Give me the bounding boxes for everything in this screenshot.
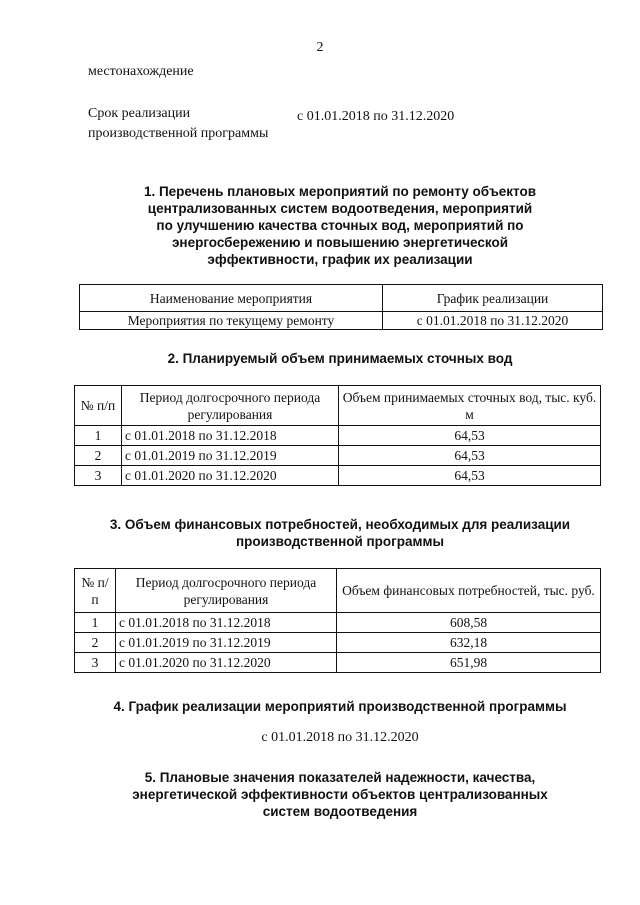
table-row — [75, 633, 601, 653]
section1-heading-line: энергосбережению и повышению энергетической — [171, 235, 509, 250]
table-cell: с 01.01.2018 по 31.12.2018 — [122, 426, 339, 446]
table-cell: 64,53 — [339, 466, 601, 486]
section1-heading-line: 1. Перечень плановых мероприятий по ремонту объектов — [143, 184, 537, 199]
section2-heading: 2. Планируемый объем принимаемых сточных вод — [167, 351, 513, 366]
section1-heading-line: по улучшению качества сточных вод, мероприятий по — [156, 218, 524, 233]
table-row — [75, 653, 601, 673]
table-cell: 632,18 — [337, 633, 601, 653]
section5-heading-line: 5. Плановые значения показателей надежности, качества, — [144, 770, 536, 785]
section4-value: с 01.01.2018 по 31.12.2020 — [261, 730, 419, 745]
table-cell: 651,98 — [337, 653, 601, 673]
section3-heading — [90, 516, 590, 550]
table-header-cell: Период долгосрочного периода регулирования — [122, 386, 339, 426]
term-value: с 01.01.2018 по 31.12.2020 — [297, 109, 455, 124]
table-header-cell: Объем принимаемых сточных вод, тыс. куб. м — [339, 386, 601, 426]
table-cell: Мероприятия по текущему ремонту — [80, 312, 383, 330]
section5-heading — [90, 769, 590, 820]
table-cell: 64,53 — [339, 446, 601, 466]
table-header-row — [75, 569, 601, 613]
section5-heading-line: энергетической эффективности объектов централизованных — [132, 787, 548, 802]
location-label: местонахождение — [88, 64, 194, 79]
table-row — [75, 446, 601, 466]
table-header-cell: № п/п — [75, 386, 122, 426]
table-header-row — [80, 285, 603, 312]
table-row — [75, 426, 601, 446]
table-row — [75, 613, 601, 633]
term-label-line1: Срок реализации — [88, 106, 191, 121]
section1-heading — [110, 183, 570, 268]
section4-heading: 4. График реализации мероприятий производственной программы — [113, 699, 567, 714]
table-cell: 2 — [75, 446, 122, 466]
table-cell: 2 — [75, 633, 116, 653]
table-cell: 1 — [75, 426, 122, 446]
section1-heading-line: эффективности, график их реализации — [207, 252, 473, 267]
table-cell: с 01.01.2019 по 31.12.2019 — [116, 633, 337, 653]
table-header-cell: График реализации — [383, 285, 603, 312]
table-row — [75, 466, 601, 486]
table-header-row — [75, 386, 601, 426]
section3-heading-line: производственной программы — [235, 534, 445, 549]
wastewater-volume-table — [74, 385, 601, 486]
table-cell: 608,58 — [337, 613, 601, 633]
table-cell: 1 — [75, 613, 116, 633]
table-header-cell: № п/п — [75, 569, 116, 613]
table-cell: с 01.01.2018 по 31.12.2018 — [116, 613, 337, 633]
table-header-cell: Период долгосрочного периода регулирования — [116, 569, 337, 613]
table-cell: с 01.01.2019 по 31.12.2019 — [122, 446, 339, 466]
section3-heading-line: 3. Объем финансовых потребностей, необходимых для реализации — [109, 517, 571, 532]
table-header-cell: Объем финансовых потребностей, тыс. руб. — [337, 569, 601, 613]
table-row — [80, 312, 603, 330]
table-cell: 64,53 — [339, 426, 601, 446]
table-cell: с 01.01.2018 по 31.12.2020 — [383, 312, 603, 330]
table-cell: с 01.01.2020 по 31.12.2020 — [122, 466, 339, 486]
page-number: 2 — [316, 40, 324, 55]
table-cell: 3 — [75, 466, 122, 486]
table-cell: с 01.01.2020 по 31.12.2020 — [116, 653, 337, 673]
table-cell: 3 — [75, 653, 116, 673]
table-header-cell: Наименование мероприятия — [80, 285, 383, 312]
financial-needs-table — [74, 568, 601, 673]
term-label-line2: производственной программы — [88, 126, 269, 141]
section5-heading-line: систем водоотведения — [262, 804, 418, 819]
section1-heading-line: централизованных систем водоотведения, мероприятий — [147, 201, 533, 216]
activities-table — [79, 284, 603, 330]
